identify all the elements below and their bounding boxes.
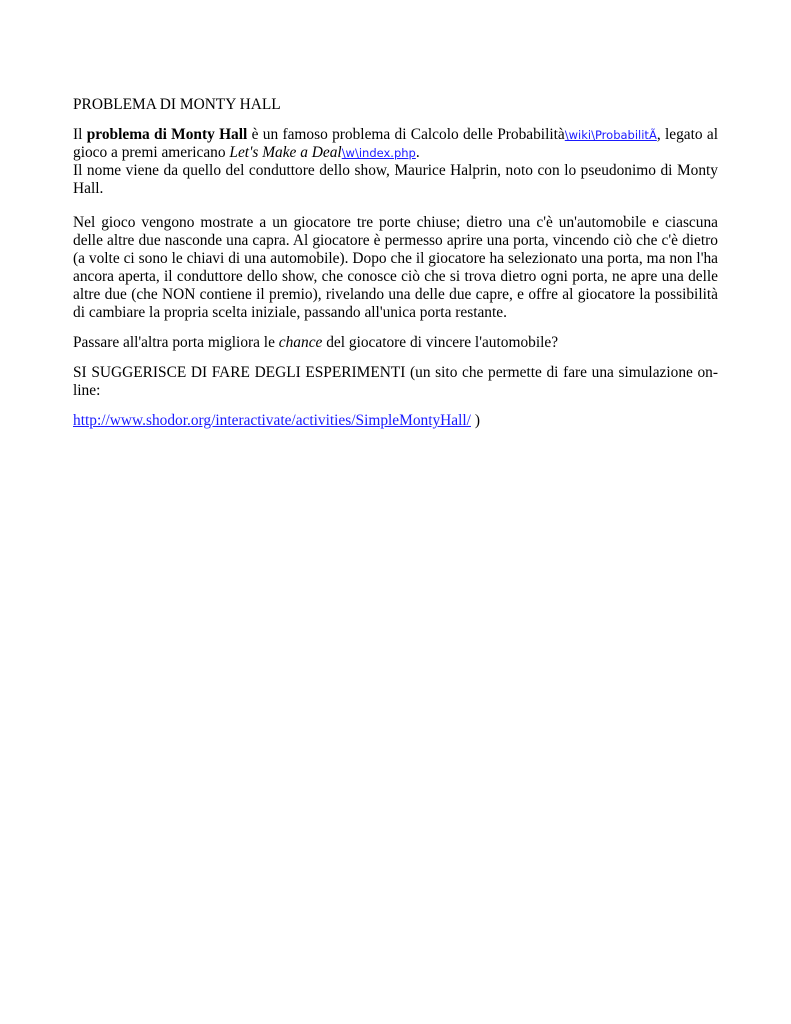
wiki-probability-link[interactable]: \wiki\ProbabilitÃ [564, 128, 657, 142]
chance-word: chance [278, 334, 323, 351]
simulation-link-suffix: ) [470, 412, 480, 429]
intro-text-3: . [415, 144, 420, 161]
show-title: Let's Make a Deal [229, 144, 342, 161]
name-origin-paragraph: Il nome viene da quello del conduttore dello show, Maurice Halprin, noto con lo pseudonimo di Monty Hall. [73, 162, 718, 197]
question-prefix: Passare all'altra porta migliora le [73, 334, 279, 351]
wiki-index-link[interactable]: \w\index.php [341, 146, 416, 160]
question-suffix: del giocatore di vincere l'automobile? [322, 334, 559, 351]
intro-paragraph [73, 126, 718, 162]
bold-term: problema di Monty Hall [86, 126, 248, 143]
suggestion-paragraph: SI SUGGERISCE DI FARE DEGLI ESPERIMENTI (un sito che permette di fare una simulazione on-line: [73, 364, 718, 399]
document-page [73, 96, 718, 441]
intro-prefix: Il [73, 126, 87, 143]
document-title: PROBLEMA DI MONTY HALL [73, 96, 281, 113]
simulation-url-link[interactable]: http://www.shodor.org/interactivate/activities/SimpleMontyHall/ [73, 412, 471, 429]
question-paragraph [73, 334, 718, 352]
intro-text-1: è un famoso problema di Calcolo delle Probabilità [247, 126, 565, 143]
intro-text-2: , legato al gioco a premi americano [73, 126, 718, 161]
game-description-paragraph: Nel gioco vengono mostrate a un giocatore tre porte chiuse; dietro una c'è un'automobile e ciascuna delle altre due nasconde una capra. Al giocatore è permesso aprire una porta, vincendo ciò che c'è dietro (a volte ci sono le chiavi di una automobile). Dopo che il giocatore ha selezionato una porta, ma non l'ha ancora aperta, il conduttore dello show, che conosce ciò che si trova dietro ogni porta, ne apre una delle altre due (che NON contiene il premio), rivelando una delle due capre, e offre al giocatore la possibilità di cambiare la propria scelta iniziale, passando all'unica porta restante. [73, 214, 718, 321]
simulation-link-paragraph [73, 412, 718, 430]
